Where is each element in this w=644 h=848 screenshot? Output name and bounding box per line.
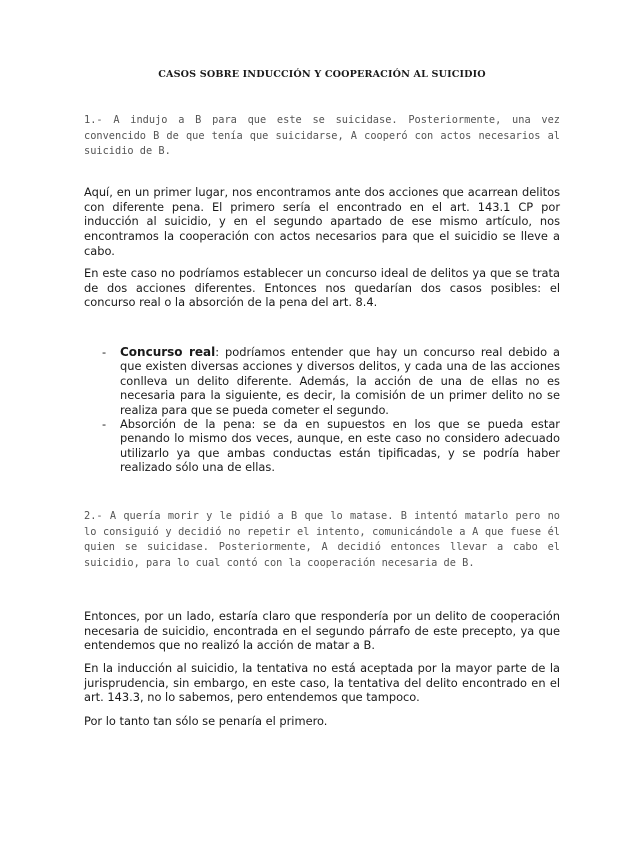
list-item-term: Concurso real — [120, 345, 216, 359]
case-1-statement: 1.- A indujo a B para que este se suicidase. Posteriormente, una vez convencido B de que tenía que suicidarse, A cooperó con actos necesarios al suicidio de B. — [84, 114, 560, 158]
list-item-concurso-real — [84, 345, 560, 417]
case-2-paragraph-3: Por lo tanto tan sólo se penaría el primero. — [84, 714, 328, 728]
list-dash: - — [102, 345, 107, 359]
list-item-text: : podríamos entender que hay un concurso real debido a que existen diversas acciones y diversos delitos, y cada una de las acciones conlleva un delito diferente. Además, la acción de una de ellas no es necesaria para la siguiente, es decir, la comisión de un primer delito no se realiza para que se pueda cometer el segundo. — [120, 345, 561, 417]
list-dash: - — [102, 417, 107, 432]
case-1-options-list — [84, 345, 560, 475]
case-2-paragraph-2: En la inducción al suicidio, la tentativa no está aceptada por la mayor parte de la jurisprudencia, sin embargo, en este caso, la tentativa del delito encontrado en el art. 143.3, no lo sabemos, pero entendemos que tampoco. — [84, 661, 560, 705]
list-item-absorcion — [84, 417, 560, 475]
list-item-text: Absorción de la pena: se da en supuestos en los que se pueda estar penando lo mismo dos veces, aunque, en este caso no considero adecuado utilizarlo ya que ambas conductas están tipificadas, y se podría haber realizado sólo una de ellas. — [120, 417, 560, 475]
case-1-paragraph-2: En este caso no podríamos establecer un concurso ideal de delitos ya que se trata de dos acciones diferentes. Entonces nos quedarían dos casos posibles: el concurso real o la absorción de la pena del art. 8.4. — [84, 266, 560, 310]
case-2-paragraph-1: Entonces, por un lado, estaría claro que respondería por un delito de cooperación necesaria de suicidio, encontrada en el segundo párrafo de este precepto, ya que entendemos que no realizó la acción de matar a B. — [84, 609, 560, 653]
case-2-statement: 2.- A quería morir y le pidió a B que lo matase. B intentó matarlo pero no lo consiguió y decidió no repetir el intento, comunicándole a A que fuese él quien se suicidase. Posteriormente, A decidió entonces llevar a cabo el suicidio, para lo cual contó con la cooperación necesaria de B. — [84, 510, 560, 570]
document-title: CASOS SOBRE INDUCCIÓN Y COOPERACIÓN AL SUICIDIO — [158, 69, 486, 80]
case-1-paragraph-1: Aquí, en un primer lugar, nos encontramos ante dos acciones que acarrean delitos con diferente pena. El primero sería el encontrado en el art. 143.1 CP por inducción al suicidio, y en el segundo apartado de ese mismo artículo, nos encontramos la cooperación con actos necesarios para que el suicidio se lleve a cabo. — [84, 185, 560, 258]
